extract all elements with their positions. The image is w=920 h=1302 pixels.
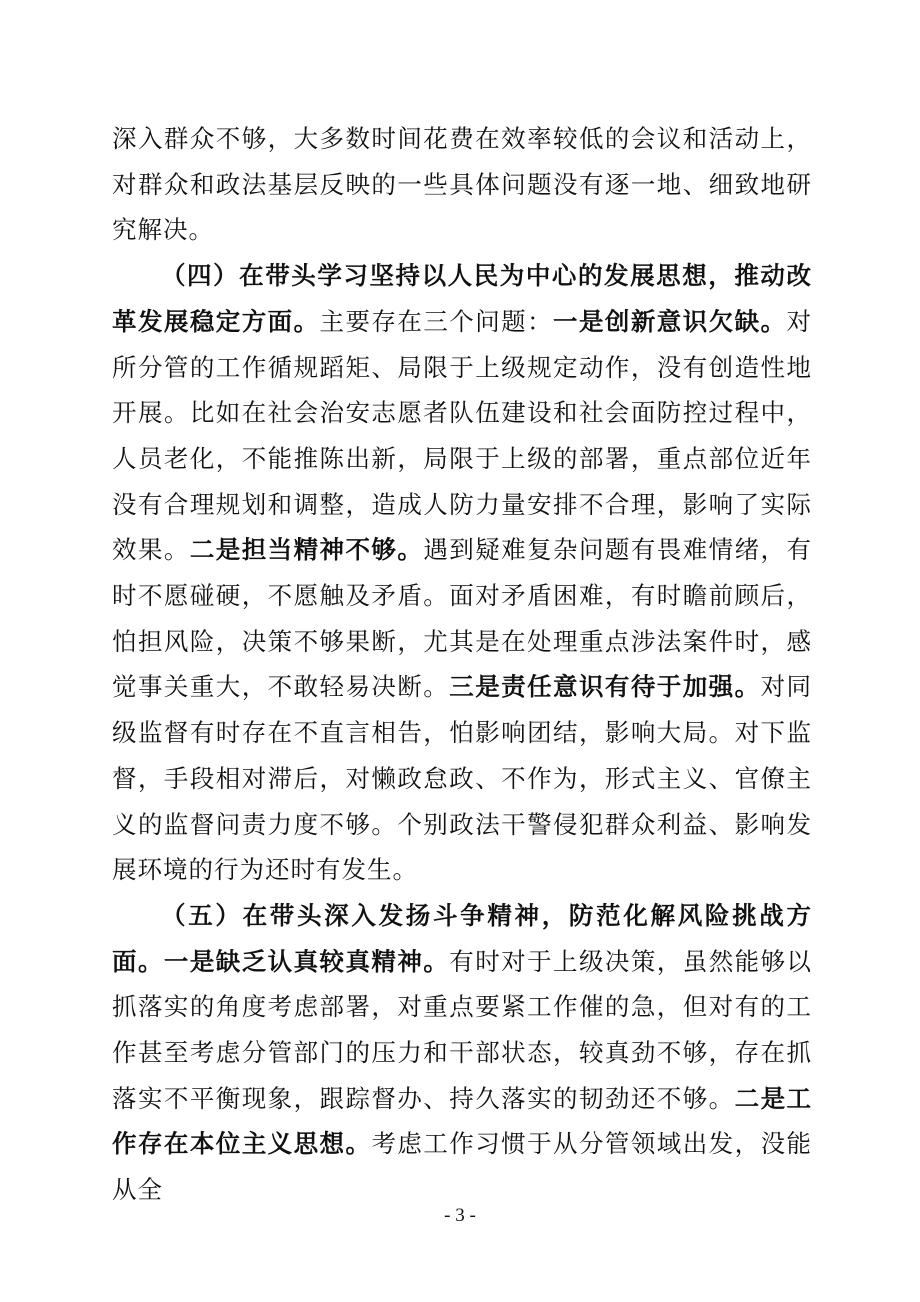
point-heading: 二是担当精神不够。 xyxy=(189,535,424,565)
text-run: 主要存在三个问题： xyxy=(319,306,554,336)
point-heading: 二是工作存在本位主义思想。 xyxy=(112,1083,813,1159)
text-run: 考虑工作习惯于从分管领域出发，没能从全 xyxy=(112,1129,813,1205)
paragraph-continued xyxy=(112,116,812,253)
paragraph-section-five xyxy=(112,893,812,1213)
point-heading: 一是缺乏认真较真精神。 xyxy=(163,946,450,976)
paragraph-section-four xyxy=(112,253,812,893)
text-run: 深入群众不够，大多数时间花费在效率较低的会议和活动上，对群众和政法基层反映的一些具体问题没有逐一地、细致地研究解决。 xyxy=(112,124,812,245)
document-body xyxy=(112,116,812,1213)
point-heading: 三是责任意识有待于加强。 xyxy=(449,672,761,702)
text-run: 遇到疑难复杂问题有畏难情绪，有时不愿碰硬，不愿触及矛盾。面对矛盾困难，有时瞻前顾后，怕担风险，决策不够果断，尤其是在处理重点涉法案件时，感觉事关重大，不敢轻易决断。 xyxy=(112,535,813,702)
text-run: 对同级监督有时存在不直言相告，怕影响团结，影响大局。对下监督，手段相对滞后，对懒政怠政、不作为，形式主义、官僚主义的监督问责力度不够。个别政法干警侵犯群众利益、影响发展环境的行为还时有发生。 xyxy=(112,672,813,885)
section-heading-five: （五）在带头深入发扬斗争精神，防范化解风险挑战方面。 xyxy=(112,900,812,976)
page-number: - 3 - xyxy=(444,1205,476,1226)
text-run: 有时对于上级决策，虽然能够以抓落实的角度考虑部署，对重点要紧工作催的急，但对有的工作甚至考虑分管部门的压力和干部状态，较真劲不够，存在抓落实不平衡现象，跟踪督办、持久落实的韧劲还不够。 xyxy=(112,946,813,1113)
point-heading: 一是创新意识欠缺。 xyxy=(553,306,787,336)
text-run: 对所分管的工作循规蹈矩、局限于上级规定动作，没有创造性地开展。比如在社会治安志愿者队伍建设和社会面防控过程中，人员老化，不能推陈出新，局限于上级的部署，重点部位近年没有合理规划和调整，造成人防力量安排不合理，影响了实际效果。 xyxy=(112,306,813,565)
section-heading-four: （四）在带头学习坚持以人民为中心的发展思想，推动改革发展稳定方面。 xyxy=(112,261,812,336)
